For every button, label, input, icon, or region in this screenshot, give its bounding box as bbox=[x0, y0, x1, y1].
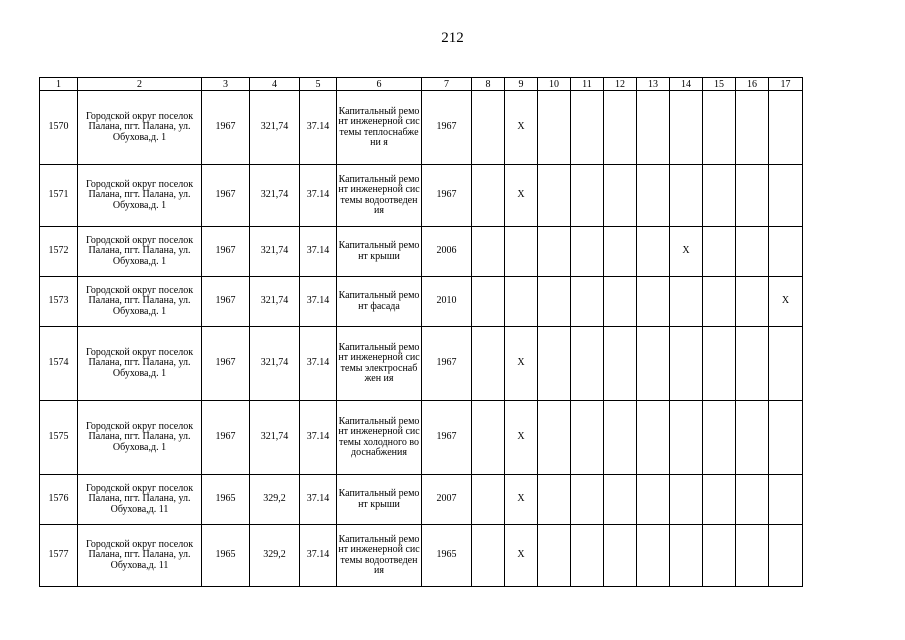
table-cell: 321,74 bbox=[250, 165, 300, 227]
table-cell: 1967 bbox=[422, 91, 472, 165]
table-row bbox=[40, 277, 803, 327]
header-row bbox=[40, 78, 803, 91]
table-cell: Городской округ поселок Палана, пгт. Палана, ул. Обухова,д. 11 bbox=[78, 525, 202, 587]
table-cell bbox=[604, 327, 637, 401]
column-header: 9 bbox=[505, 78, 538, 91]
table-cell bbox=[769, 165, 803, 227]
table-cell: X bbox=[505, 327, 538, 401]
table-row bbox=[40, 475, 803, 525]
table-cell bbox=[571, 277, 604, 327]
table-cell bbox=[472, 475, 505, 525]
table-cell: X bbox=[769, 277, 803, 327]
table-cell bbox=[538, 91, 571, 165]
table-cell bbox=[703, 227, 736, 277]
table-cell bbox=[670, 165, 703, 227]
table-cell: 2010 bbox=[422, 277, 472, 327]
table-cell: Городской округ поселок Палана, пгт. Палана, ул. Обухова,д. 1 bbox=[78, 91, 202, 165]
table-cell: 321,74 bbox=[250, 401, 300, 475]
column-header: 11 bbox=[571, 78, 604, 91]
table-cell bbox=[637, 227, 670, 277]
table-cell bbox=[736, 327, 769, 401]
table-cell: 1572 bbox=[40, 227, 78, 277]
table-cell: 1967 bbox=[202, 165, 250, 227]
table-cell bbox=[637, 525, 670, 587]
table-cell: Городской округ поселок Палана, пгт. Палана, ул. Обухова,д. 11 bbox=[78, 475, 202, 525]
table-cell bbox=[472, 165, 505, 227]
table-cell bbox=[571, 165, 604, 227]
table-row bbox=[40, 327, 803, 401]
table-cell bbox=[538, 277, 571, 327]
table-cell: Городской округ поселок Палана, пгт. Палана, ул. Обухова,д. 1 bbox=[78, 277, 202, 327]
table-cell bbox=[472, 327, 505, 401]
table-cell: 37.14 bbox=[300, 475, 337, 525]
table-cell bbox=[637, 475, 670, 525]
table-cell: 1965 bbox=[202, 475, 250, 525]
table-cell bbox=[769, 91, 803, 165]
table-cell: X bbox=[505, 525, 538, 587]
column-header: 15 bbox=[703, 78, 736, 91]
table-cell bbox=[769, 327, 803, 401]
table-cell bbox=[505, 277, 538, 327]
table-row bbox=[40, 401, 803, 475]
table-cell: 321,74 bbox=[250, 91, 300, 165]
table-cell bbox=[571, 227, 604, 277]
table-cell: 321,74 bbox=[250, 227, 300, 277]
column-header: 5 bbox=[300, 78, 337, 91]
table-cell: X bbox=[505, 401, 538, 475]
table-cell: 1967 bbox=[202, 327, 250, 401]
table-cell: 1570 bbox=[40, 91, 78, 165]
table-cell bbox=[538, 227, 571, 277]
table-cell bbox=[604, 227, 637, 277]
table-cell bbox=[769, 227, 803, 277]
table-cell: 1965 bbox=[422, 525, 472, 587]
table-cell bbox=[736, 525, 769, 587]
table-cell: 1575 bbox=[40, 401, 78, 475]
table-cell: 329,2 bbox=[250, 525, 300, 587]
table-cell bbox=[571, 327, 604, 401]
table-cell: X bbox=[670, 227, 703, 277]
table-cell bbox=[472, 91, 505, 165]
column-header: 16 bbox=[736, 78, 769, 91]
table-cell bbox=[505, 227, 538, 277]
table-cell: 37.14 bbox=[300, 327, 337, 401]
table-cell: 2006 bbox=[422, 227, 472, 277]
column-header: 4 bbox=[250, 78, 300, 91]
table-cell bbox=[769, 525, 803, 587]
column-header: 14 bbox=[670, 78, 703, 91]
table-cell bbox=[472, 227, 505, 277]
table-cell bbox=[670, 401, 703, 475]
table-cell: 1965 bbox=[202, 525, 250, 587]
table-cell bbox=[703, 327, 736, 401]
table-cell: 321,74 bbox=[250, 327, 300, 401]
table-row bbox=[40, 91, 803, 165]
table-cell bbox=[670, 327, 703, 401]
table-cell: Капитальный ремонт крыши bbox=[337, 227, 422, 277]
table-cell: Городской округ поселок Палана, пгт. Палана, ул. Обухова,д. 1 bbox=[78, 227, 202, 277]
table-cell bbox=[571, 475, 604, 525]
table-cell: 1577 bbox=[40, 525, 78, 587]
table-cell bbox=[670, 525, 703, 587]
table-cell: 321,74 bbox=[250, 277, 300, 327]
table-cell bbox=[604, 525, 637, 587]
table-cell bbox=[769, 401, 803, 475]
table-cell: 37.14 bbox=[300, 525, 337, 587]
table-cell bbox=[736, 227, 769, 277]
table-cell: Городской округ поселок Палана, пгт. Палана, ул. Обухова,д. 1 bbox=[78, 401, 202, 475]
table-cell: Капитальный ремонт инженерной системы холодного водоснабжения bbox=[337, 401, 422, 475]
table-cell: 37.14 bbox=[300, 165, 337, 227]
table-header bbox=[40, 78, 803, 91]
table-cell bbox=[637, 277, 670, 327]
column-header: 2 bbox=[78, 78, 202, 91]
table-cell bbox=[703, 165, 736, 227]
table-cell bbox=[538, 327, 571, 401]
column-header: 1 bbox=[40, 78, 78, 91]
table-cell: X bbox=[505, 475, 538, 525]
table-cell bbox=[637, 165, 670, 227]
column-header: 12 bbox=[604, 78, 637, 91]
column-header: 6 bbox=[337, 78, 422, 91]
table-cell: Капитальный ремонт инженерной системы теплоснабжени я bbox=[337, 91, 422, 165]
column-header: 13 bbox=[637, 78, 670, 91]
table-cell: X bbox=[505, 165, 538, 227]
table-cell: Капитальный ремонт инженерной системы водоотведения bbox=[337, 165, 422, 227]
table-cell: 329,2 bbox=[250, 475, 300, 525]
table-cell bbox=[571, 525, 604, 587]
table-cell: 1967 bbox=[202, 401, 250, 475]
table-cell: Городской округ поселок Палана, пгт. Палана, ул. Обухова,д. 1 bbox=[78, 165, 202, 227]
table-cell: 1576 bbox=[40, 475, 78, 525]
table-cell: 37.14 bbox=[300, 401, 337, 475]
table-cell bbox=[736, 401, 769, 475]
table-cell bbox=[703, 277, 736, 327]
table-cell bbox=[538, 475, 571, 525]
table-cell: 1967 bbox=[422, 327, 472, 401]
table-cell bbox=[670, 277, 703, 327]
table-cell bbox=[670, 475, 703, 525]
table-cell bbox=[637, 91, 670, 165]
table-cell bbox=[637, 327, 670, 401]
table-cell bbox=[604, 475, 637, 525]
table-cell bbox=[736, 165, 769, 227]
table-cell: Капитальный ремонт инженерной системы водоотведения bbox=[337, 525, 422, 587]
table-row bbox=[40, 165, 803, 227]
register-table bbox=[39, 77, 803, 587]
table-cell: Капитальный ремонт инженерной системы электроснабжен ия bbox=[337, 327, 422, 401]
column-header: 10 bbox=[538, 78, 571, 91]
table-cell bbox=[472, 401, 505, 475]
table-cell: 1967 bbox=[202, 227, 250, 277]
table-row bbox=[40, 227, 803, 277]
table-cell: Капитальный ремонт фасада bbox=[337, 277, 422, 327]
table-cell bbox=[604, 91, 637, 165]
table-cell: 37.14 bbox=[300, 227, 337, 277]
table-cell bbox=[703, 91, 736, 165]
table-cell: 1574 bbox=[40, 327, 78, 401]
column-header: 7 bbox=[422, 78, 472, 91]
table-cell: 37.14 bbox=[300, 91, 337, 165]
table-row bbox=[40, 525, 803, 587]
table-cell bbox=[604, 277, 637, 327]
table-cell: 37.14 bbox=[300, 277, 337, 327]
table-cell bbox=[703, 475, 736, 525]
table-cell: 1571 bbox=[40, 165, 78, 227]
table-cell: 1573 bbox=[40, 277, 78, 327]
table-cell: Капитальный ремонт крыши bbox=[337, 475, 422, 525]
column-header: 3 bbox=[202, 78, 250, 91]
table-cell bbox=[538, 525, 571, 587]
table-cell: 1967 bbox=[202, 91, 250, 165]
table-cell bbox=[703, 401, 736, 475]
table-cell bbox=[472, 525, 505, 587]
table-cell: Городской округ поселок Палана, пгт. Палана, ул. Обухова,д. 1 bbox=[78, 327, 202, 401]
table-cell bbox=[703, 525, 736, 587]
table-cell bbox=[736, 475, 769, 525]
table-cell bbox=[736, 91, 769, 165]
table-cell bbox=[769, 475, 803, 525]
table-cell bbox=[670, 91, 703, 165]
table-cell bbox=[637, 401, 670, 475]
column-header: 8 bbox=[472, 78, 505, 91]
table-cell bbox=[604, 165, 637, 227]
table-cell: 1967 bbox=[422, 401, 472, 475]
table-cell: X bbox=[505, 91, 538, 165]
table-cell bbox=[538, 401, 571, 475]
table-cell: 1967 bbox=[202, 277, 250, 327]
table-cell: 1967 bbox=[422, 165, 472, 227]
page-number: 212 bbox=[441, 30, 464, 46]
table-cell bbox=[472, 277, 505, 327]
table-cell bbox=[571, 401, 604, 475]
table-cell bbox=[604, 401, 637, 475]
table-cell bbox=[571, 91, 604, 165]
column-header: 17 bbox=[769, 78, 803, 91]
table-cell bbox=[538, 165, 571, 227]
table-cell bbox=[736, 277, 769, 327]
table-cell: 2007 bbox=[422, 475, 472, 525]
table-body bbox=[40, 91, 803, 587]
